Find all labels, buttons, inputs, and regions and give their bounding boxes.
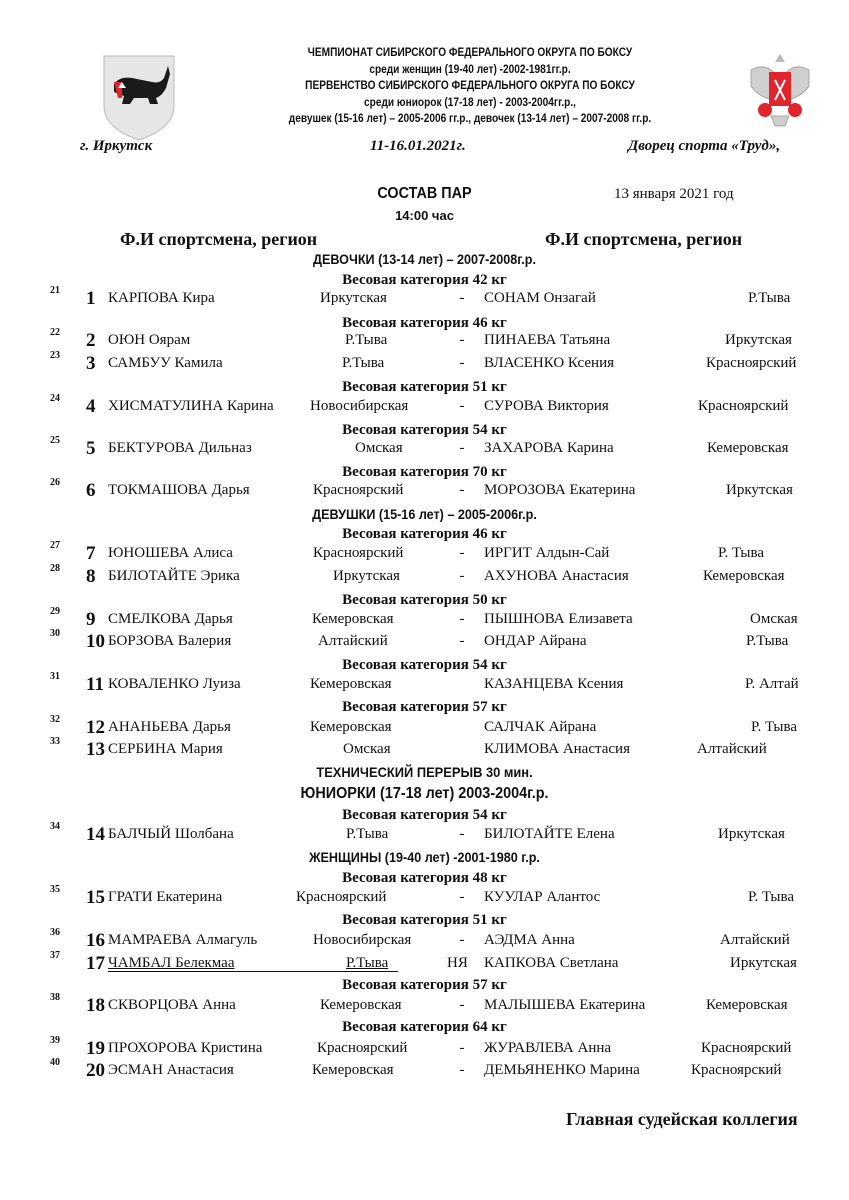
bout-index: 29 bbox=[50, 606, 60, 617]
athlete-1-region: Омская bbox=[343, 741, 391, 757]
athlete-2-name: АЭДМА Анна bbox=[484, 932, 575, 948]
athlete-2-name: МАЛЫШЕВА Екатерина bbox=[484, 997, 646, 1013]
weight-category-heading: Весовая категория 54 кг bbox=[342, 422, 507, 438]
document-date: 13 января 2021 год bbox=[614, 186, 734, 202]
athlete-2-name: КУУЛАР Алантос bbox=[484, 889, 601, 905]
athlete-2-region: Кемеровская bbox=[703, 568, 785, 584]
athlete-1-name: БЕКТУРОВА Дильназ bbox=[108, 440, 252, 456]
strike-underline bbox=[108, 971, 398, 972]
athlete-1-region: Кемеровская bbox=[312, 1062, 394, 1078]
athlete-2-name: ДЕМЬЯНЕНКО Марина bbox=[484, 1062, 640, 1078]
athlete-1-region: Алтайский bbox=[318, 633, 388, 649]
bout-index: 23 bbox=[50, 350, 60, 361]
weight-category-heading: Весовая категория 57 кг bbox=[342, 699, 507, 715]
bout-separator: - bbox=[459, 997, 465, 1013]
athlete-1-name: ЮНОШЕВА Алиса bbox=[108, 545, 233, 561]
bout-separator: - bbox=[459, 1040, 465, 1056]
athlete-1-name: КАРПОВА Кира bbox=[108, 290, 215, 306]
header-line-5: девушек (15-16 лет) – 2005-2006 гг.р., девочек (13-14 лет) – 2007-2008 гг.р. bbox=[288, 113, 652, 125]
athlete-2-name: ПИНАЕВА Татьяна bbox=[484, 332, 611, 348]
bout-index: 27 bbox=[50, 540, 60, 551]
bout-index: 28 bbox=[50, 563, 60, 574]
athlete-2-region: Иркутская bbox=[726, 482, 793, 498]
bout-separator: - bbox=[459, 932, 465, 948]
bout-number: 1 bbox=[86, 288, 96, 309]
header-line-1: ЧЕМПИОНАТ СИБИРСКОГО ФЕДЕРАЛЬНОГО ОКРУГА ПО БОКСУ bbox=[307, 47, 633, 59]
athlete-1-name: МАМРАЕВА Алмагуль bbox=[108, 932, 258, 948]
bout-separator: - bbox=[459, 332, 465, 348]
bout-row bbox=[0, 350, 849, 377]
athlete-1-region: Кемеровская bbox=[310, 719, 392, 735]
bout-row bbox=[0, 628, 849, 655]
weight-category-heading: Весовая категория 48 кг bbox=[342, 870, 507, 886]
bout-number: 11 bbox=[86, 674, 104, 695]
event-dates: 11-16.01.2021г. bbox=[370, 138, 466, 154]
bout-row bbox=[0, 327, 849, 354]
athlete-2-name: ПЫШНОВА Елизавета bbox=[484, 611, 633, 627]
athlete-1-region: Р.Тыва bbox=[346, 955, 389, 971]
weight-category-heading: Весовая категория 54 кг bbox=[342, 807, 507, 823]
athlete-1-region: Иркутская bbox=[333, 568, 400, 584]
athlete-1-name: КОВАЛЕНКО Луиза bbox=[108, 676, 241, 692]
weight-category-heading: Весовая категория 51 кг bbox=[342, 379, 507, 395]
bout-separator: - bbox=[459, 826, 465, 842]
bout-index: 37 bbox=[50, 950, 60, 961]
header-line-3: ПЕРВЕНСТВО СИБИРСКОГО ФЕДЕРАЛЬНОГО ОКРУГА ПО БОКСУ bbox=[305, 80, 635, 92]
bout-index: 35 bbox=[50, 884, 60, 895]
bout-row bbox=[0, 671, 849, 698]
athlete-2-name: КАЗАНЦЕВА Ксения bbox=[484, 676, 624, 692]
bout-separator: НЯ bbox=[447, 955, 468, 971]
bout-index: 31 bbox=[50, 671, 60, 682]
athlete-2-region: Омская bbox=[750, 611, 798, 627]
bout-index: 39 bbox=[50, 1035, 60, 1046]
athlete-2-region: Р. Тыва bbox=[751, 719, 798, 735]
group-heading-girls-15-16: ДЕВУШКИ (15-16 лет) – 2005-2006г.р. bbox=[312, 506, 537, 522]
technical-break-notice: ТЕХНИЧЕСКИЙ ПЕРЕРЫВ 30 мин. bbox=[316, 764, 533, 780]
athlete-2-region: Р. Алтай bbox=[745, 676, 799, 692]
column-header-left: Ф.И спортсмена, регион bbox=[120, 229, 318, 249]
athlete-2-name: ЖУРАВЛЕВА Анна bbox=[484, 1040, 612, 1056]
bout-number: 8 bbox=[86, 566, 96, 587]
header-line-4: среди юниорок (17-18 лет) - 2003-2004гг.р., bbox=[364, 96, 576, 109]
bout-row bbox=[0, 393, 849, 420]
page-title: СОСТАВ ПАР bbox=[377, 185, 472, 202]
athlete-2-name: ЗАХАРОВА Карина bbox=[484, 440, 614, 456]
bout-separator: - bbox=[459, 568, 465, 584]
athlete-2-name: ВЛАСЕНКО Ксения bbox=[484, 355, 614, 371]
irkutsk-coat-of-arms-icon bbox=[100, 54, 178, 142]
athlete-2-region: Алтайский bbox=[720, 932, 790, 948]
bout-number: 19 bbox=[86, 1038, 105, 1059]
weight-category-heading: Весовая категория 46 кг bbox=[342, 526, 507, 542]
athlete-1-region: Новосибирская bbox=[310, 398, 409, 414]
athlete-1-name: САМБУУ Камила bbox=[108, 355, 223, 371]
athlete-2-region: Иркутская bbox=[730, 955, 797, 971]
athlete-1-region: Иркутская bbox=[320, 290, 387, 306]
venue: Дворец спорта «Труд», bbox=[628, 138, 781, 154]
athlete-1-name: СКВОРЦОВА Анна bbox=[108, 997, 236, 1013]
bout-row bbox=[0, 477, 849, 504]
bout-row bbox=[0, 1057, 849, 1084]
athlete-2-region: Р.Тыва bbox=[748, 290, 791, 306]
group-heading-women: ЖЕНЩИНЫ (19-40 лет) -2001-1980 г.р. bbox=[309, 849, 540, 865]
bout-row bbox=[0, 736, 849, 763]
bout-separator: - bbox=[459, 889, 465, 905]
bout-number: 3 bbox=[86, 353, 96, 374]
athlete-2-region: Иркутская bbox=[725, 332, 792, 348]
athlete-2-name: ОНДАР Айрана bbox=[484, 633, 587, 649]
bout-number: 5 bbox=[86, 438, 96, 459]
bout-index: 36 bbox=[50, 927, 60, 938]
bout-separator: - bbox=[459, 482, 465, 498]
weight-category-heading: Весовая категория 51 кг bbox=[342, 912, 507, 928]
bout-row bbox=[0, 884, 849, 911]
bout-row bbox=[0, 821, 849, 848]
athlete-2-region: Р. Тыва bbox=[748, 889, 795, 905]
weight-category-heading: Весовая категория 50 кг bbox=[342, 592, 507, 608]
bout-row bbox=[0, 927, 849, 954]
athlete-2-region: Р. Тыва bbox=[718, 545, 765, 561]
bout-index: 26 bbox=[50, 477, 60, 488]
group-heading-juniors: ЮНИОРКИ (17-18 лет) 2003-2004г.р. bbox=[300, 785, 549, 802]
bout-number: 10 bbox=[86, 631, 105, 652]
weight-category-heading: Весовая категория 42 кг bbox=[342, 272, 507, 288]
bout-number: 9 bbox=[86, 609, 96, 630]
bout-number: 16 bbox=[86, 930, 105, 951]
athlete-1-name: ЧАМБАЛ Белекмаа bbox=[108, 955, 235, 971]
athlete-1-name: ГРАТИ Екатерина bbox=[108, 889, 223, 905]
weight-category-heading: Весовая категория 70 кг bbox=[342, 464, 507, 480]
bout-row bbox=[0, 435, 849, 462]
athlete-2-name: АХУНОВА Анастасия bbox=[484, 568, 629, 584]
bout-separator: - bbox=[459, 633, 465, 649]
weight-category-heading: Весовая категория 64 кг bbox=[342, 1019, 507, 1035]
bout-number: 20 bbox=[86, 1060, 105, 1081]
athlete-2-region: Красноярский bbox=[701, 1040, 792, 1056]
athlete-1-region: Красноярский bbox=[317, 1040, 408, 1056]
athlete-2-name: САЛЧАК Айрана bbox=[484, 719, 597, 735]
bout-separator: - bbox=[459, 611, 465, 627]
athlete-2-name: БИЛОТАЙТЕ Елена bbox=[484, 826, 615, 842]
athlete-1-name: ОЮН Оярам bbox=[108, 332, 191, 348]
bout-row bbox=[0, 563, 849, 590]
athlete-1-region: Кемеровская bbox=[312, 611, 394, 627]
bout-row bbox=[0, 606, 849, 633]
bout-row bbox=[0, 992, 849, 1019]
athlete-1-region: Омская bbox=[355, 440, 403, 456]
athlete-2-name: СОНАМ Онзагай bbox=[484, 290, 596, 306]
athlete-2-name: МОРОЗОВА Екатерина bbox=[484, 482, 636, 498]
bout-number: 18 bbox=[86, 995, 105, 1016]
bout-index: 21 bbox=[50, 285, 60, 296]
athlete-2-region: Р.Тыва bbox=[746, 633, 789, 649]
bout-separator: - bbox=[459, 290, 465, 306]
bout-number: 4 bbox=[86, 396, 96, 417]
weight-category-heading: Весовая категория 54 кг bbox=[342, 657, 507, 673]
bout-number: 2 bbox=[86, 330, 96, 351]
bout-index: 25 bbox=[50, 435, 60, 446]
athlete-1-region: Новосибирская bbox=[313, 932, 412, 948]
bout-index: 22 bbox=[50, 327, 60, 338]
weight-category-heading: Весовая категория 46 кг bbox=[342, 315, 507, 331]
athlete-1-name: БАЛЧЫЙ Шолбана bbox=[108, 826, 234, 842]
bout-number: 14 bbox=[86, 824, 105, 845]
bout-index: 38 bbox=[50, 992, 60, 1003]
athlete-2-name: КЛИМОВА Анастасия bbox=[484, 741, 630, 757]
athlete-1-region: Р.Тыва bbox=[345, 332, 388, 348]
bout-index: 40 bbox=[50, 1057, 60, 1068]
athlete-1-name: БОРЗОВА Валерия bbox=[108, 633, 232, 649]
bout-row bbox=[0, 714, 849, 741]
athlete-2-region: Красноярский bbox=[691, 1062, 782, 1078]
bout-number: 6 bbox=[86, 480, 96, 501]
bout-number: 13 bbox=[86, 739, 105, 760]
athlete-2-region: Кемеровская bbox=[707, 440, 789, 456]
athlete-1-name: СМЕЛКОВА Дарья bbox=[108, 611, 233, 627]
bout-number: 7 bbox=[86, 543, 96, 564]
athlete-1-region: Кемеровская bbox=[310, 676, 392, 692]
athlete-2-region: Красноярский bbox=[706, 355, 797, 371]
bout-separator: - bbox=[459, 1062, 465, 1078]
city: г. Иркутск bbox=[80, 138, 153, 154]
athlete-1-region: Р.Тыва bbox=[342, 355, 385, 371]
bout-index: 33 bbox=[50, 736, 60, 747]
group-heading-girls-13-14: ДЕВОЧКИ (13-14 лет) – 2007-2008г.р. bbox=[312, 251, 536, 267]
bout-index: 32 bbox=[50, 714, 60, 725]
athlete-1-region: Красноярский bbox=[313, 545, 404, 561]
bout-index: 24 bbox=[50, 393, 60, 404]
bout-row bbox=[0, 950, 849, 977]
bout-row bbox=[0, 540, 849, 567]
ministry-of-sport-emblem-icon bbox=[745, 50, 815, 130]
athlete-1-name: ПРОХОРОВА Кристина bbox=[108, 1040, 263, 1056]
athlete-1-name: ХИСМАТУЛИНА Карина bbox=[108, 398, 274, 414]
athlete-2-region: Красноярский bbox=[698, 398, 789, 414]
header-title bbox=[259, 45, 681, 128]
start-time: 14:00 час bbox=[395, 208, 454, 223]
athlete-2-region: Алтайский bbox=[697, 741, 767, 757]
header-line-2: среди женщин (19-40 лет) -2002-1981гг.р. bbox=[369, 63, 571, 76]
bout-number: 17 bbox=[86, 953, 105, 974]
athlete-1-region: Кемеровская bbox=[320, 997, 402, 1013]
bout-number: 15 bbox=[86, 887, 105, 908]
athlete-2-name: КАПКОВА Светлана bbox=[484, 955, 619, 971]
bout-index: 30 bbox=[50, 628, 60, 639]
athlete-1-region: Р.Тыва bbox=[346, 826, 389, 842]
bout-separator: - bbox=[459, 398, 465, 414]
athlete-1-name: ЭСМАН Анастасия bbox=[108, 1062, 234, 1078]
bout-row bbox=[0, 1035, 849, 1062]
athlete-2-region: Иркутская bbox=[718, 826, 785, 842]
bout-separator: - bbox=[459, 355, 465, 371]
bout-separator: - bbox=[459, 440, 465, 456]
athlete-2-region: Кемеровская bbox=[706, 997, 788, 1013]
bout-separator: - bbox=[459, 545, 465, 561]
athlete-2-name: СУРОВА Виктория bbox=[484, 398, 609, 414]
athlete-1-region: Красноярский bbox=[296, 889, 387, 905]
athlete-1-region: Красноярский bbox=[313, 482, 404, 498]
weight-category-heading: Весовая категория 57 кг bbox=[342, 977, 507, 993]
column-header-right: Ф.И спортсмена, регион bbox=[545, 229, 743, 249]
athlete-1-name: АНАНЬЕВА Дарья bbox=[108, 719, 231, 735]
athlete-1-name: СЕРБИНА Мария bbox=[108, 741, 223, 757]
athlete-2-name: ИРГИТ Алдын-Сай bbox=[484, 545, 610, 561]
bout-index: 34 bbox=[50, 821, 60, 832]
athlete-1-name: БИЛОТАЙТЕ Эрика bbox=[108, 568, 240, 584]
athlete-1-name: ТОКМАШОВА Дарья bbox=[108, 482, 250, 498]
bout-number: 12 bbox=[86, 717, 105, 738]
bout-row bbox=[0, 285, 849, 312]
chief-judges-signature: Главная судейская коллегия bbox=[566, 1109, 798, 1129]
